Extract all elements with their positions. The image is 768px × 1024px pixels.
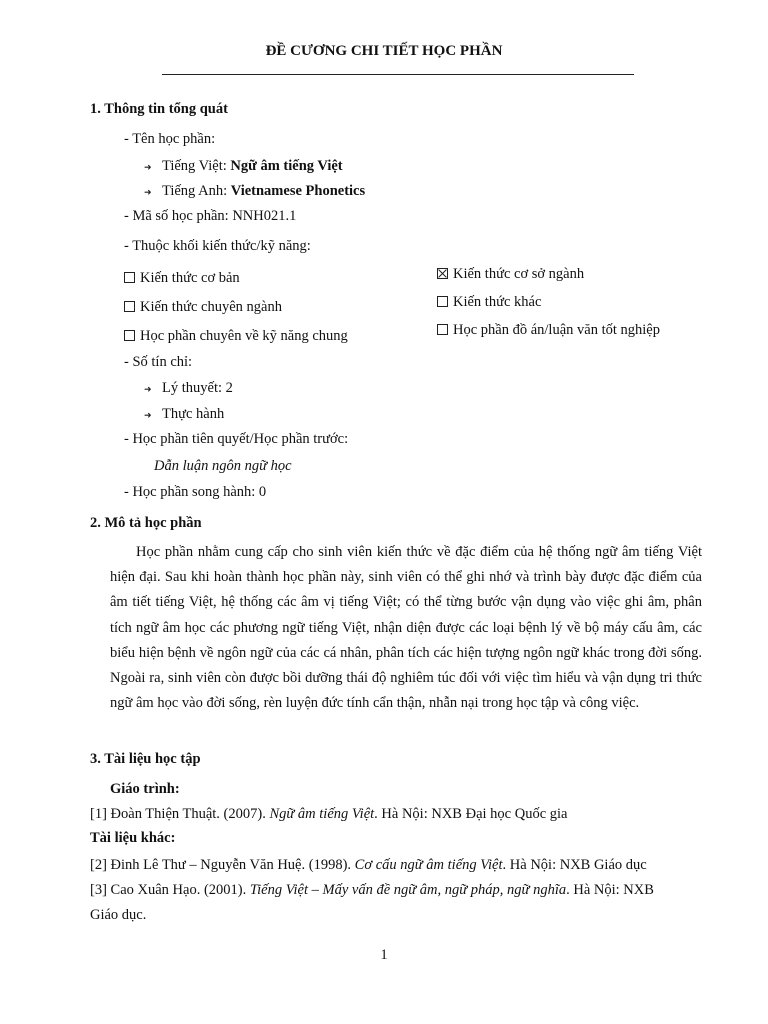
checkbox-label: Kiến thức khác — [453, 294, 542, 310]
ref-publisher: . Hà Nội: NXB Đại học Quốc gia — [374, 806, 568, 822]
ref-publisher: . Hà Nội: NXB Giáo dục — [502, 857, 647, 873]
course-name-label: - Tên học phần: — [124, 131, 216, 147]
arrow-bullet-icon: ➜ — [144, 384, 152, 394]
ref-title: Ngữ âm tiếng Việt — [269, 806, 375, 822]
arrow-bullet-icon: ➜ — [144, 162, 152, 172]
parallel-course: - Học phần song hành: 0 — [124, 484, 267, 500]
vn-name-value: Ngữ âm tiếng Việt — [230, 158, 343, 174]
theory-line — [144, 379, 233, 398]
practice-line — [144, 405, 224, 424]
checkbox-label: Học phần chuyên về kỹ năng chung — [140, 328, 348, 344]
checkbox-foundation-knowledge — [437, 265, 584, 283]
ref-author: [1] Đoàn Thiện Thuật. (2007). — [90, 806, 270, 822]
page-title: ĐỀ CƯƠNG CHI TIẾT HỌC PHẦN — [265, 43, 503, 59]
reference-1 — [90, 805, 567, 823]
vn-name-label: Tiếng Việt: — [162, 158, 231, 174]
practice-credits: Thực hành — [162, 406, 225, 422]
vn-name-line — [144, 157, 343, 176]
prerequisite-label: - Học phần tiên quyết/Học phần trước: — [124, 431, 349, 447]
checkbox-unchecked-icon — [437, 324, 448, 335]
textbook-label: Giáo trình: — [110, 781, 180, 797]
en-name-line — [144, 182, 365, 201]
section-1-heading: 1. Thông tin tổng quát — [90, 101, 228, 117]
checkbox-label: Kiến thức chuyên ngành — [140, 299, 282, 315]
ref-author: [2] Đinh Lê Thư – Nguyễn Văn Huệ. (1998). — [90, 857, 355, 873]
en-name-value: Vietnamese Phonetics — [230, 183, 366, 199]
en-name-label: Tiếng Anh: — [162, 183, 231, 199]
checkbox-label: Học phần đồ án/luận văn tốt nghiệp — [453, 322, 660, 338]
checkbox-specialized-knowledge — [124, 298, 282, 316]
prerequisite-value — [154, 457, 292, 475]
section-2-heading: 2. Mô tả học phần — [90, 515, 202, 531]
prerequisite-course: Dẫn luận ngôn ngữ học — [154, 458, 292, 474]
course-description: Học phần nhằm cung cấp cho sinh viên kiến thức về đặc điểm của hệ thống ngữ âm tiếng Việt hiện đại. Sau khi hoàn thành học phần này, sinh viên có thể ghi nhớ và trình bày được đặc điểm của âm tiết tiếng Việt, hệ thống các âm vị tiếng Việt; có thể từng bước vận dụng vào việc ghi âm, phân tích ngữ âm học các phương ngữ tiếng Việt, nhận diện được các loại bệnh lý về bộ máy cấu âm, các biểu hiện bệnh về ngôn ngữ của các cá nhân, phân tích các hiện tượng ngôn ngữ khác trong đời sống. Ngoài ra, sinh viên còn được bồi dưỡng thái độ nghiêm túc đối với việc tìm hiểu và vận dụng tri thức ngữ âm học vào đời sống, rèn luyện đức tính cẩn thận, nhẫn nại trong học tập và công việc. — [110, 544, 702, 712]
checkbox-label: Kiến thức cơ bản — [140, 270, 240, 286]
reference-3-continued: Giáo dục. — [90, 907, 147, 923]
checkbox-basic-knowledge — [124, 269, 240, 287]
title-underline — [162, 74, 634, 75]
page-number: 1 — [380, 947, 388, 963]
checkbox-general-skills — [124, 327, 348, 345]
other-materials-label: Tài liệu khác: — [90, 830, 176, 846]
section-3-heading: 3. Tài liệu học tập — [90, 751, 201, 767]
ref-author: [3] Cao Xuân Hạo. (2001). — [90, 882, 250, 898]
checkbox-unchecked-icon — [437, 296, 448, 307]
ref-publisher: . Hà Nội: NXB — [566, 882, 654, 898]
checkbox-unchecked-icon — [124, 272, 135, 283]
checkbox-unchecked-icon — [124, 330, 135, 341]
reference-3 — [90, 881, 654, 899]
ref-title: Tiếng Việt – Mấy vấn đề ngữ âm, ngữ pháp, ngữ nghĩa — [249, 882, 567, 898]
course-code: - Mã số học phần: NNH021.1 — [124, 208, 297, 224]
category-label: - Thuộc khối kiến thức/kỹ năng: — [124, 238, 311, 254]
checkbox-label: Kiến thức cơ sở ngành — [453, 266, 585, 282]
theory-credits: Lý thuyết: 2 — [162, 380, 233, 396]
credits-label: - Số tín chỉ: — [124, 354, 193, 370]
reference-2 — [90, 856, 647, 874]
arrow-bullet-icon: ➜ — [144, 187, 152, 197]
checkbox-checked-icon — [437, 268, 448, 279]
arrow-bullet-icon: ➜ — [144, 410, 152, 420]
checkbox-thesis — [437, 321, 660, 339]
checkbox-unchecked-icon — [124, 301, 135, 312]
checkbox-other-knowledge — [437, 293, 541, 311]
ref-title: Cơ cấu ngữ âm tiếng Việt — [354, 857, 503, 873]
